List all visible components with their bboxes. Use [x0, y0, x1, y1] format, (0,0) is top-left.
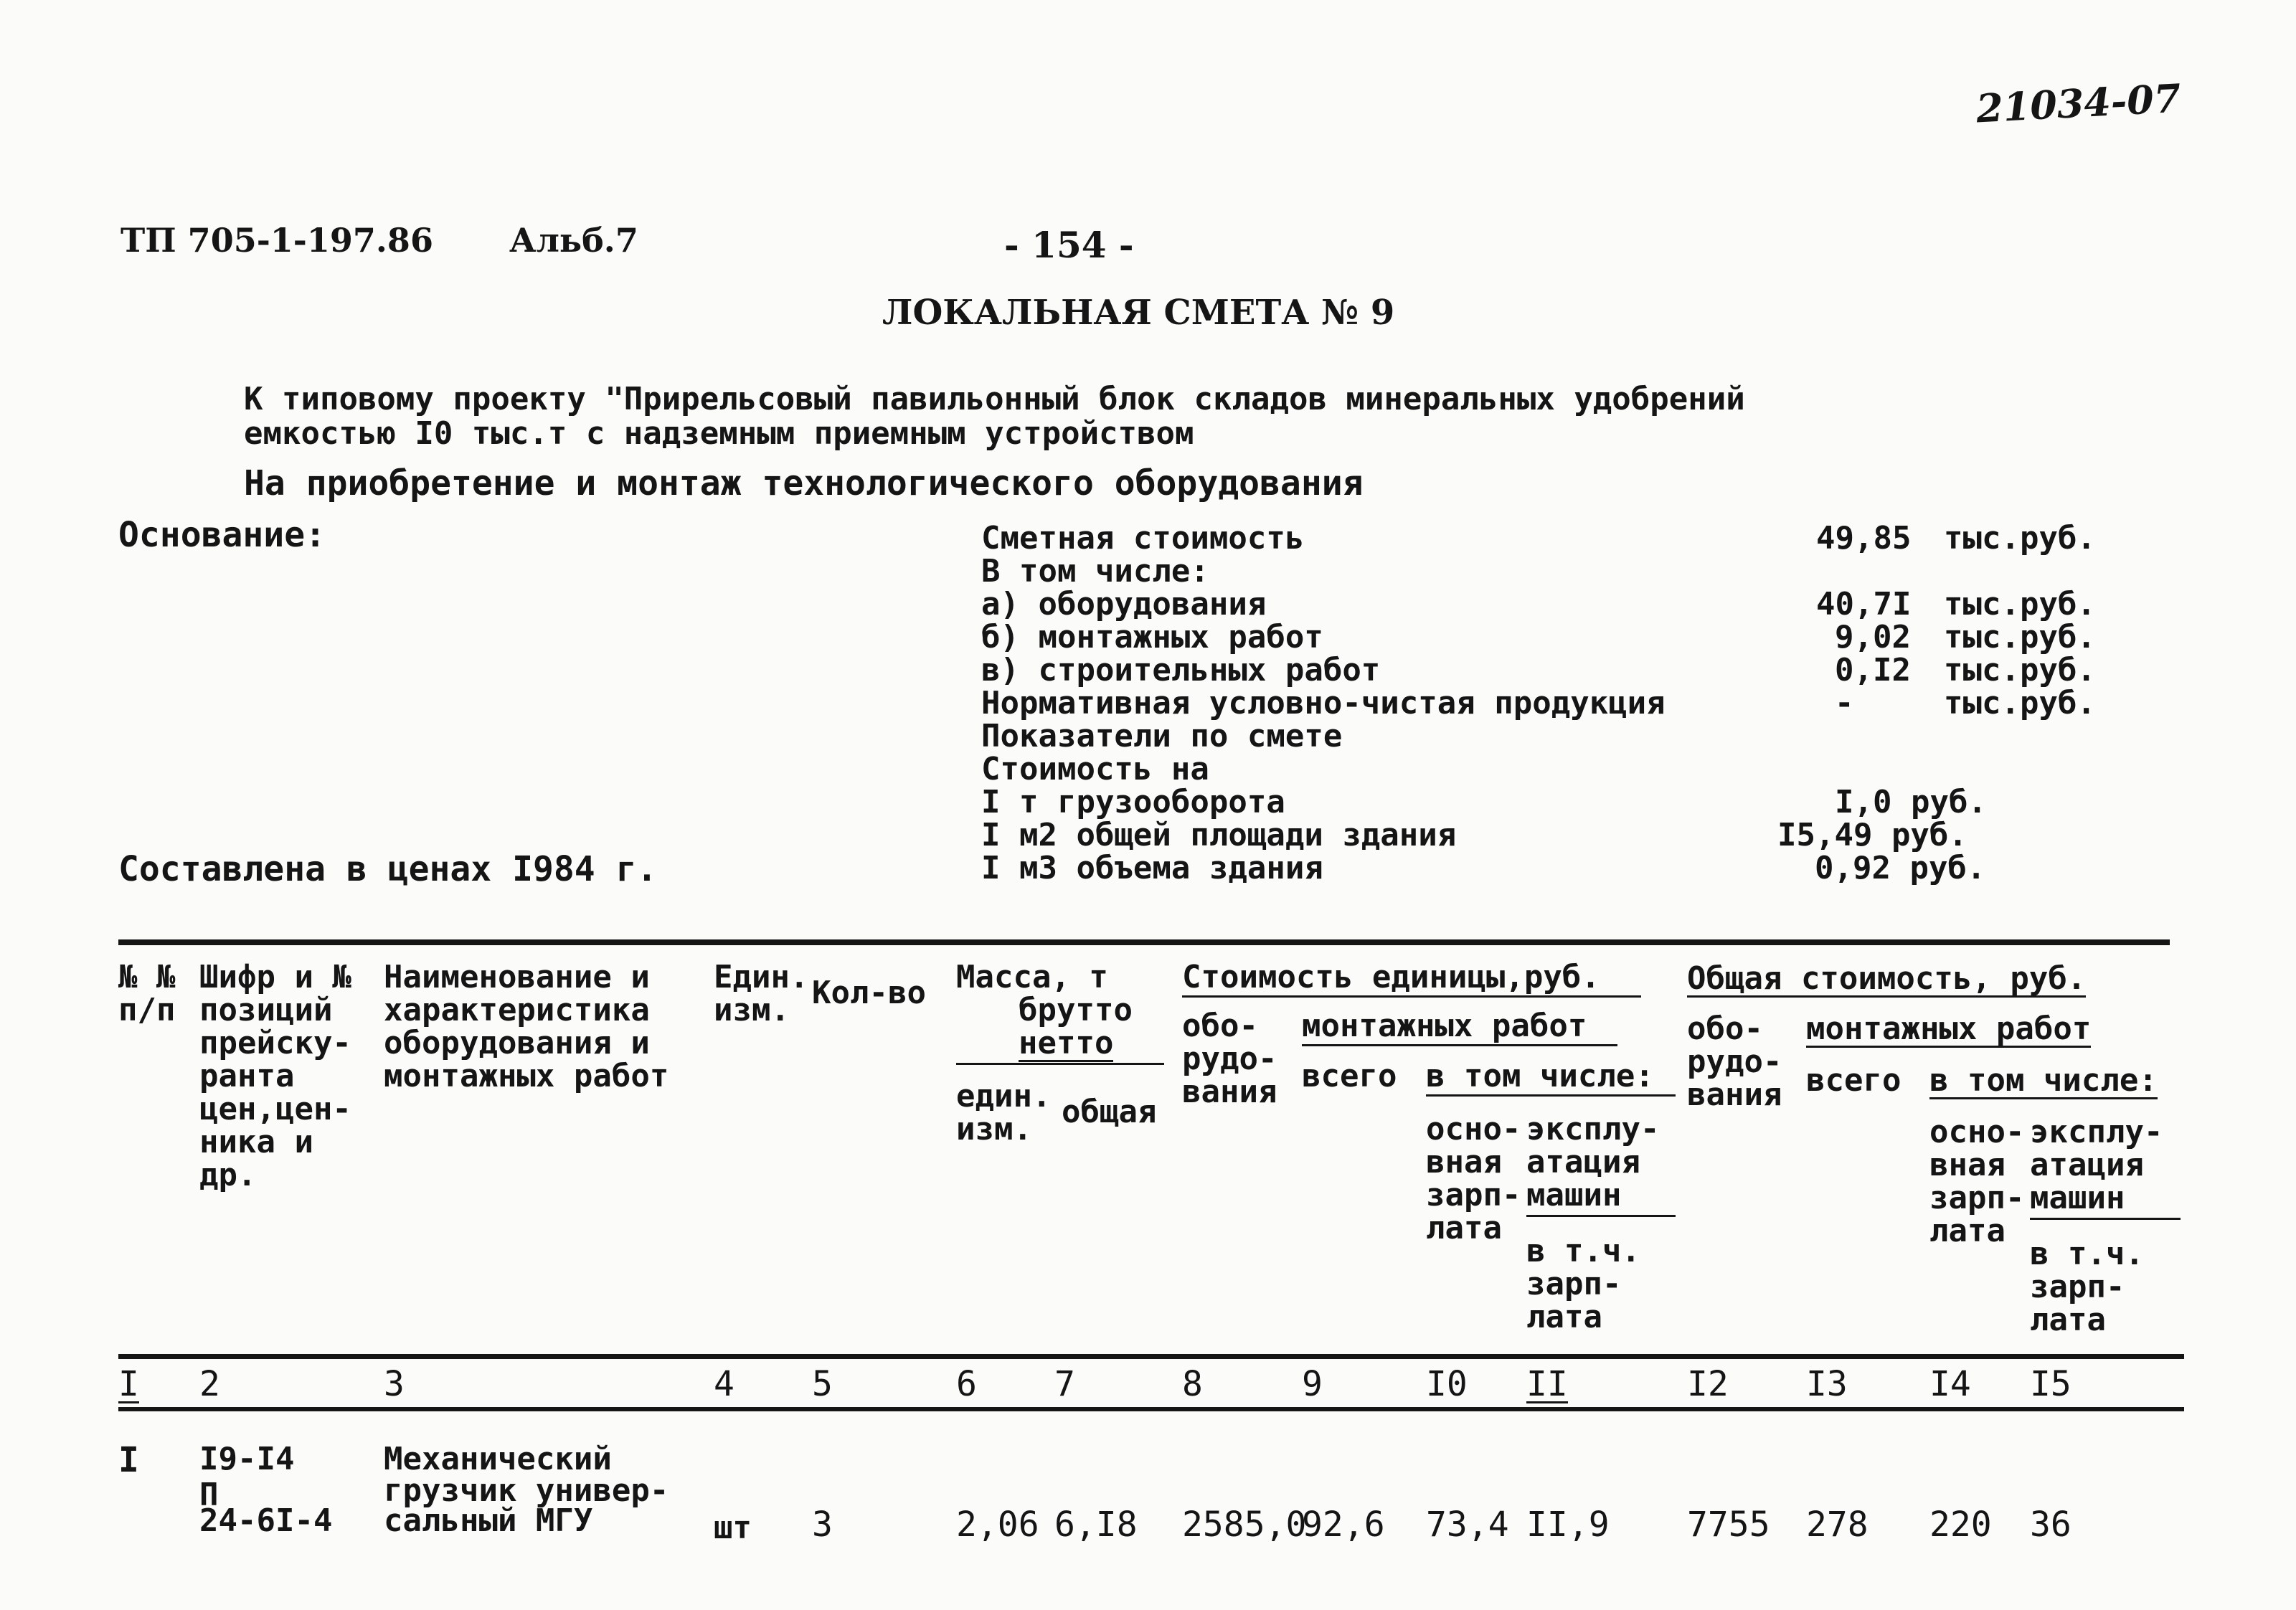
- machines2-underline: [2030, 1218, 2181, 1220]
- summary-value-9: I5,49 руб.: [1777, 817, 1967, 853]
- album-label: Альб.7: [509, 221, 638, 260]
- col-number-4: 4: [714, 1364, 734, 1404]
- row-code-line2: П: [199, 1477, 219, 1513]
- mounting-underline: [1302, 1044, 1617, 1046]
- header-mass-unit-line1: един.: [956, 1078, 1052, 1114]
- header-equipment2-line1: обо-: [1687, 1010, 1763, 1047]
- summary-label-4: в) строительных работ: [981, 652, 1381, 688]
- header-basic-wage2-line2: вная: [1929, 1147, 2006, 1183]
- row-qty: 3: [812, 1505, 833, 1545]
- row-basic-wage: 73,4: [1426, 1505, 1509, 1545]
- header-col3-line2: характеристика: [384, 992, 650, 1028]
- summary-value-2: 40,7I: [1816, 586, 1912, 622]
- header-col2-line1: Шифр и №: [199, 959, 351, 995]
- header-incl-wage-line1: в т.ч.: [1526, 1233, 1640, 1269]
- header-machines-line3: машин: [1526, 1177, 1622, 1213]
- header-col3-line4: монтажных работ: [384, 1058, 669, 1094]
- header-total2: всего: [1806, 1062, 1901, 1099]
- row-mount-total-all: 278: [1806, 1505, 1869, 1545]
- header-col1-line1: № №: [118, 959, 176, 995]
- header-mounting: монтажных работ: [1302, 1008, 1587, 1044]
- header-col2-line4: ранта: [199, 1058, 295, 1094]
- header-basic-wage-line1: осно-: [1426, 1111, 1521, 1147]
- header-mass-title: Масса, т: [956, 959, 1108, 995]
- row-mass-total: 6,I8: [1054, 1505, 1138, 1545]
- header-mass-unit-line2: изм.: [956, 1111, 1032, 1147]
- header-col2-line3: прейску-: [199, 1025, 351, 1061]
- project-line-1: К типовому проекту "Прирельсовый павильонный блок складов минеральных удобрений: [244, 381, 1745, 417]
- table-header-bottom-rule: [118, 1354, 2184, 1359]
- summary-unit-2: тыс.руб.: [1944, 586, 2096, 622]
- summary-label-9: I м2 общей площади здания: [981, 817, 1457, 853]
- header-basic-wage-line4: лата: [1426, 1210, 1502, 1246]
- basis-label: Основание:: [118, 515, 326, 555]
- header-basic-wage2-line4: лата: [1929, 1213, 2006, 1249]
- row-name-line3: сальный МГУ: [384, 1502, 593, 1539]
- header-equipment-line2: рудо-: [1182, 1041, 1277, 1077]
- row-equip-unit: 2585,0: [1182, 1505, 1307, 1545]
- col-number-14: I4: [1929, 1364, 1971, 1404]
- summary-label-3: б) монтажных работ: [981, 619, 1323, 655]
- header-incl-wage2-line1: в т.ч.: [2030, 1236, 2144, 1272]
- col-number-2: 2: [199, 1364, 220, 1404]
- summary-value-3: 9,02: [1835, 619, 1911, 655]
- table-top-rule: [118, 939, 2170, 945]
- col-number-13: I3: [1806, 1364, 1848, 1404]
- col-number-7: 7: [1054, 1364, 1075, 1404]
- header-machines2-line3: машин: [2030, 1180, 2125, 1216]
- header-col2-line7: др.: [199, 1157, 257, 1193]
- incl-underline: [1426, 1094, 1676, 1097]
- summary-label-5: Нормативная условно-чистая продукция: [981, 685, 1666, 721]
- header-col4-line1: Един.: [714, 959, 809, 995]
- col-number-10: I0: [1426, 1364, 1468, 1404]
- header-col1-line2: п/п: [118, 992, 176, 1028]
- col-number-15: I5: [2030, 1364, 2071, 1404]
- summary-label-7: Стоимость на: [981, 751, 1209, 787]
- header-machines2-line2: атация: [2030, 1147, 2144, 1183]
- header-equipment2-line3: вания: [1687, 1076, 1782, 1113]
- project-line-2: емкостью I0 тыс.т с надземным приемным устройством: [244, 415, 1194, 452]
- page-number: - 154 -: [1004, 224, 1134, 266]
- summary-label-6: Показатели по смете: [981, 718, 1343, 754]
- row-basic-wage-total: 220: [1929, 1505, 1992, 1545]
- summary-value-10: 0,92 руб.: [1815, 850, 1986, 886]
- col-number-1: I: [118, 1364, 139, 1404]
- header-machines2-line1: эксплу-: [2030, 1114, 2163, 1150]
- summary-label-0: Сметная стоимость: [981, 520, 1305, 557]
- header-col2-line2: позиций: [199, 992, 333, 1028]
- col-number-8: 8: [1182, 1364, 1203, 1404]
- summary-unit-5: тыс.руб.: [1944, 685, 2096, 721]
- header-mass-brutto: брутто: [1019, 992, 1133, 1028]
- header-mass-netto: нетто: [1019, 1025, 1114, 1061]
- summary-label-10: I м3 объема здания: [981, 850, 1323, 886]
- header-incl: в том числе:: [1426, 1058, 1654, 1094]
- header-col2-line6: ника и: [199, 1124, 313, 1160]
- row-name-line1: Механический: [384, 1441, 612, 1477]
- row-machines: II,9: [1526, 1505, 1610, 1545]
- header-col3-line3: оборудования и: [384, 1025, 650, 1061]
- summary-value-5: -: [1835, 685, 1854, 721]
- header-col2-line5: цен,цен-: [199, 1091, 351, 1127]
- header-equipment-line3: вания: [1182, 1074, 1277, 1110]
- column-numbers-bottom-rule: [118, 1407, 2184, 1411]
- header-equipment-line1: обо-: [1182, 1008, 1258, 1044]
- col-number-12: I2: [1687, 1364, 1729, 1404]
- header-equipment2-line2: рудо-: [1687, 1043, 1782, 1080]
- summary-value-8: I,0 руб.: [1835, 784, 1987, 820]
- col-number-3: 3: [384, 1364, 405, 1404]
- document-number: 21034-07: [1975, 75, 2182, 132]
- header-col3-line1: Наименование и: [384, 959, 650, 995]
- row-machines-total: 36: [2030, 1505, 2071, 1545]
- header-mass-total: общая: [1062, 1094, 1157, 1130]
- row-code-line3: 24-6I-4: [199, 1502, 333, 1539]
- header-basic-wage-line2: вная: [1426, 1144, 1502, 1180]
- header-incl-wage2-line2: зарп-: [2030, 1269, 2125, 1305]
- header-col5: Кол-во: [812, 975, 926, 1011]
- header-machines-line2: атация: [1526, 1144, 1640, 1180]
- summary-label-8: I т грузооборота: [981, 784, 1285, 820]
- col-number-5: 5: [812, 1364, 833, 1404]
- col-number-11: II: [1526, 1364, 1568, 1404]
- mass-divider-line: [956, 1063, 1164, 1065]
- header-mounting2: монтажных работ: [1806, 1010, 2092, 1047]
- header-incl-wage-line2: зарп-: [1526, 1266, 1622, 1302]
- row-mass-unit: 2,06: [956, 1505, 1039, 1545]
- summary-value-4: 0,I2: [1835, 652, 1911, 688]
- summary-value-0: 49,85: [1816, 520, 1912, 557]
- summary-unit-3: тыс.руб.: [1944, 619, 2096, 655]
- header-total-cost: Общая стоимость, руб.: [1687, 960, 2087, 997]
- header-basic-wage2-line3: зарп-: [1929, 1180, 2025, 1216]
- summary-unit-0: тыс.руб.: [1944, 520, 2096, 557]
- header-unit-cost: Стоимость единицы,руб.: [1182, 959, 1600, 995]
- summary-unit-4: тыс.руб.: [1944, 652, 2096, 688]
- document-title: ЛОКАЛЬНАЯ СМЕТА № 9: [882, 293, 1395, 333]
- header-basic-wage-line3: зарп-: [1426, 1177, 1521, 1213]
- row-unit: шт: [714, 1510, 752, 1546]
- summary-label-1: В том числе:: [981, 553, 1209, 589]
- unit-cost-underline: [1182, 995, 1641, 998]
- col-number-9: 9: [1302, 1364, 1323, 1404]
- row-mount-total: 92,6: [1302, 1505, 1385, 1545]
- row-code-line1: I9-I4: [199, 1441, 295, 1477]
- row-name-line2: грузчик универ-: [384, 1472, 669, 1509]
- header-machines-line1: эксплу-: [1526, 1111, 1660, 1147]
- header-incl2: в том числе:: [1929, 1062, 2158, 1099]
- compiled-in-label: Составлена в ценах I984 г.: [118, 849, 658, 889]
- machines-underline: [1526, 1215, 1676, 1217]
- row-number: I: [118, 1440, 139, 1480]
- header-col4-line2: изм.: [714, 992, 790, 1028]
- purpose-line: На приобретение и монтаж технологического оборудования: [244, 463, 1364, 503]
- header-incl-wage-line3: лата: [1526, 1299, 1602, 1335]
- row-equip-total: 7755: [1687, 1505, 1770, 1545]
- project-code: ТП 705-1-197.86: [121, 221, 433, 260]
- col-number-6: 6: [956, 1364, 977, 1404]
- header-basic-wage2-line1: осно-: [1929, 1114, 2025, 1150]
- summary-label-2: а) оборудования: [981, 586, 1267, 622]
- header-incl-wage2-line3: лата: [2030, 1302, 2106, 1338]
- header-total: всего: [1302, 1058, 1397, 1094]
